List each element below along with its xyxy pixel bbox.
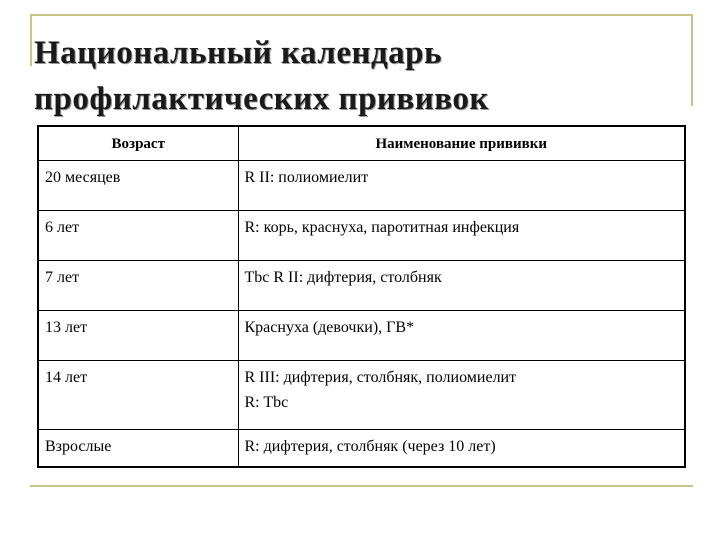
age-cell: 14 лет [38,360,238,429]
table-row [38,360,685,429]
vaccine-line: R: Tbc [244,393,289,411]
column-header-age: Возраст [38,126,238,160]
title-line-2: профилактических прививок [34,81,489,117]
vaccine-cell: R: дифтерия, столбняк (через 10 лет) [238,429,685,467]
column-header-vaccine: Наименование прививки [238,126,685,160]
table-row [38,160,685,210]
table-row [38,260,685,310]
vaccine-cell: R: корь, краснуха, паротитная инфекция [238,210,685,260]
title-line-1: Национальный календарь [34,35,442,71]
table-header-row [38,126,685,160]
vaccine-cell: Краснуха (девочки), ГВ* [238,310,685,360]
age-cell: 13 лет [38,310,238,360]
frame-top-line [30,14,693,16]
frame-right-line [691,14,693,106]
vaccine-cell: R II: полиомиелит [238,160,685,210]
age-cell: 20 месяцев [38,160,238,210]
frame-bottom-line [30,485,693,487]
vaccine-line: R III: дифтерия, столбняк, полиомиелит [244,368,517,386]
age-cell: Взрослые [38,429,238,467]
vaccination-schedule-table [37,125,686,468]
frame-left-line [30,14,32,66]
table-row [38,210,685,260]
age-cell: 7 лет [38,260,238,310]
table-row [38,310,685,360]
vaccine-cell: Tbc R II: дифтерия, столбняк [238,260,685,310]
page-title [34,30,674,122]
table-row [38,429,685,467]
vaccine-cell [238,360,685,429]
age-cell: 6 лет [38,210,238,260]
